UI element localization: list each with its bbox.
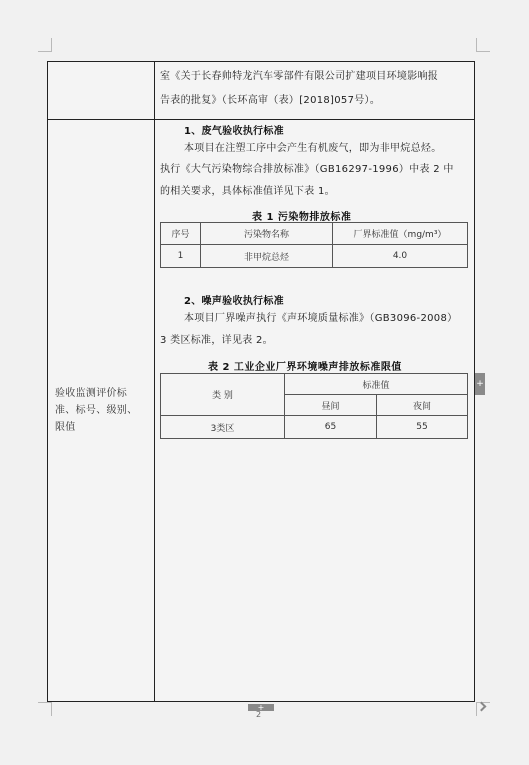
section2-para-line1: 本项目厂界噪声执行《声环境质量标准》（GB3096-2008） <box>184 313 458 324</box>
side-expand-button[interactable]: + <box>475 373 485 395</box>
table2-standard-header: 标准值 <box>285 374 468 395</box>
ruler-expand-tab[interactable]: + <box>248 704 274 711</box>
page-number: 2 <box>256 710 262 719</box>
table2-cell: 65 <box>285 416 377 439</box>
table1-header-cell: 序号 <box>161 223 201 245</box>
section2-para-line2: 3 类区标准，详见表 2。 <box>160 335 273 346</box>
table2-night-header: 夜间 <box>377 395 468 416</box>
table1-header-row <box>161 223 468 245</box>
table2-cell: 55 <box>377 416 468 439</box>
header-text-line2: 告表的批复》（长环高审（表）[2018]057号）。 <box>160 95 381 106</box>
table2 <box>160 373 468 439</box>
section1-para-line1: 本项目在注塑工序中会产生有机废气，即为非甲烷总烃。 <box>184 143 442 154</box>
table1-header-cell: 厂界标准值（mg/m³） <box>333 223 468 245</box>
table1 <box>160 222 468 268</box>
sidebar-label-line2: 准、标号、级别、 <box>55 405 138 416</box>
table1-caption: 表 1 污染物排放标准 <box>252 212 352 223</box>
table2-cell: 3类区 <box>161 416 285 439</box>
section1-heading: 1、废气验收执行标准 <box>184 126 284 137</box>
crop-mark-top-right <box>476 38 490 52</box>
section1-para-line2: 执行《大气污染物综合排放标准》（GB16297-1996）中表 2 中 <box>160 164 454 175</box>
crop-mark-bottom-left <box>38 702 52 716</box>
table1-header-cell: 污染物名称 <box>201 223 333 245</box>
table-row <box>161 416 468 439</box>
sidebar-label-line3: 限值 <box>55 422 76 433</box>
table2-day-header: 昼间 <box>285 395 377 416</box>
row-divider <box>47 119 475 120</box>
column-divider <box>154 61 155 702</box>
sidebar-label-line1: 验收监测评价标 <box>55 388 128 399</box>
header-text-line1: 室《关于长春帅特龙汽车零部件有限公司扩建项目环境影响报 <box>160 71 439 82</box>
section2-heading: 2、噪声验收执行标准 <box>184 296 284 307</box>
crop-mark-top-left <box>38 38 52 52</box>
table2-caption: 表 2 工业企业厂界环境噪声排放标准限值 <box>208 362 402 373</box>
table2-header-row <box>161 374 468 395</box>
table1-cell: 1 <box>161 245 201 268</box>
table1-cell: 4.0 <box>333 245 468 268</box>
sidebar-label <box>55 385 151 436</box>
section1-para-line3: 的相关要求，具体标准值详见下表 1。 <box>160 186 335 197</box>
table1-cell: 非甲烷总烃 <box>201 245 333 268</box>
table2-category-header: 类 别 <box>161 374 285 416</box>
table-row <box>161 245 468 268</box>
